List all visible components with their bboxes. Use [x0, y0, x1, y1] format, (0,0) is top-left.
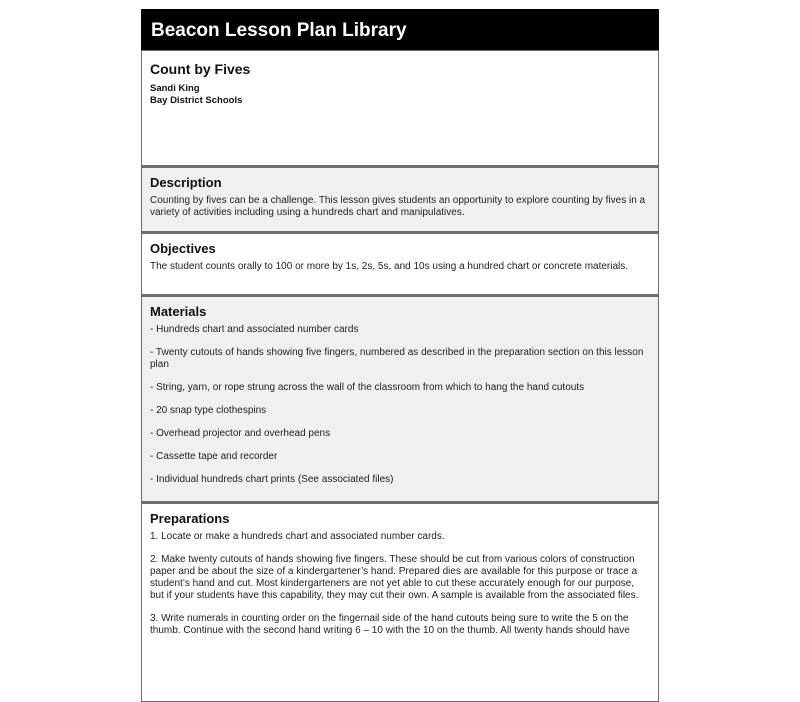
preparation-step: 1. Locate or make a hundreds chart and associated number cards. — [150, 531, 445, 542]
lesson-page — [141, 9, 659, 702]
materials-heading: Materials — [150, 304, 207, 319]
materials-item: - Overhead projector and overhead pens — [150, 428, 331, 439]
lesson-title: Count by Fives — [150, 61, 251, 77]
materials-item: - 20 snap type clothespins — [150, 405, 267, 416]
description-text: Counting by fives can be a challenge. This lesson gives students an opportunity to explore counting by fives in a variety of activities including using a hundreds chart and manipulatives. — [150, 195, 646, 218]
school-district: Bay District Schools — [150, 95, 243, 106]
objectives-section — [141, 232, 659, 295]
preparation-step: 2. Make twenty cutouts of hands showing five fingers. These should be cut from various colors of construction paper and be about the size of a kindergartener’s hand. Prepared dies are available for this purpose or trace a student’s hand and cut. Most kindergarteners are not yet able to cut these accurately enough for our purpose, but if your students have this capability, they may cut their own. A sample is available from the associated files. — [150, 554, 639, 601]
preparations-heading: Preparations — [150, 511, 230, 526]
materials-item: - Individual hundreds chart prints (See associated files) — [150, 474, 394, 485]
description-heading: Description — [150, 175, 222, 190]
author-name: Sandi King — [150, 83, 200, 94]
description-section — [141, 166, 659, 232]
materials-item: - String, yarn, or rope strung across the wall of the classroom from which to hang the hand cutouts — [150, 382, 585, 393]
lesson-header-section — [141, 50, 659, 166]
preparation-step: 3. Write numerals in counting order on the fingernail side of the hand cutouts being sure to write the 5 on the thumb. Continue with the second hand writing 6 – 10 with the 10 on the thumb. All twenty hands should have — [150, 613, 630, 636]
materials-item: - Cassette tape and recorder — [150, 451, 278, 462]
materials-item: - Twenty cutouts of hands showing five fingers, numbered as described in the preparation section on this lesson plan — [150, 347, 644, 370]
library-title: Beacon Lesson Plan Library — [151, 20, 407, 41]
objectives-heading: Objectives — [150, 241, 216, 256]
materials-item: - Hundreds chart and associated number cards — [150, 324, 359, 335]
preparations-section — [141, 502, 659, 702]
library-banner — [141, 9, 659, 50]
objectives-text: The student counts orally to 100 or more by 1s, 2s, 5s, and 10s using a hundred chart or concrete materials. — [150, 261, 629, 272]
materials-section — [141, 295, 659, 502]
